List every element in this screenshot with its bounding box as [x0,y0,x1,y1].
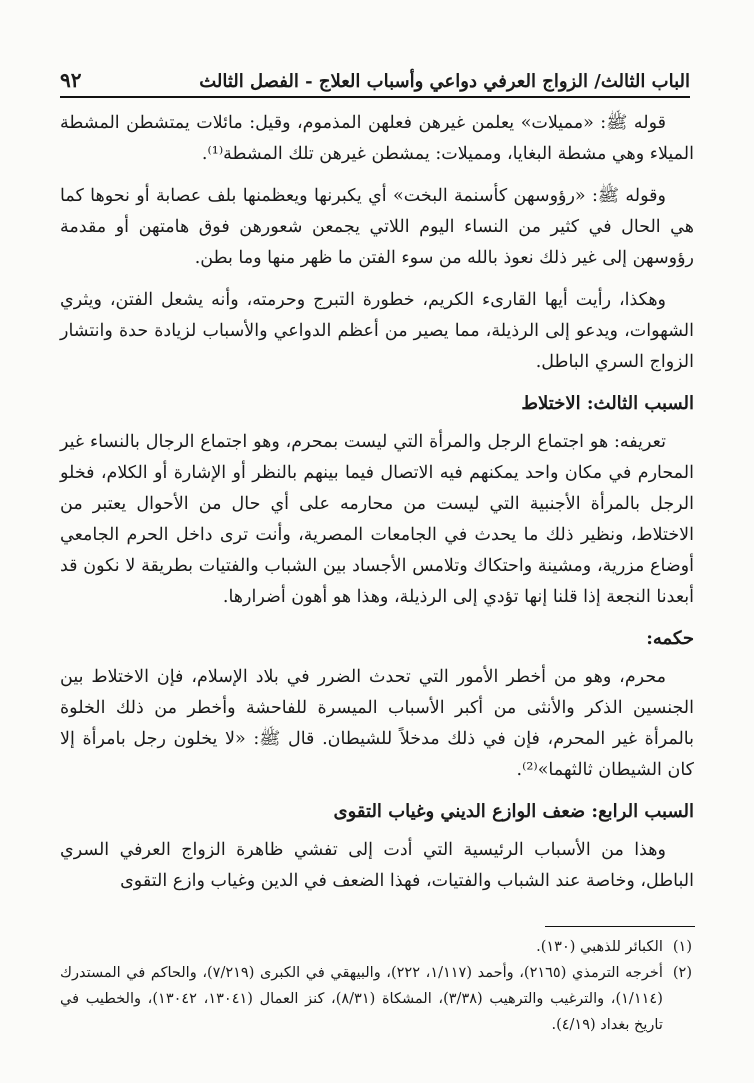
footnote-text: أخرجه الترمذي (٢١٦٥)، وأحمد (١/١١٧، ٢٢٢)، والبيهقي في الكبرى (٧/٢١٩)، والحاكم في المستدرك (١/١١٤)، والترغيب والترهيب (٣/٣٨)، المشكاة (٨/٣١)، كنز العمال (١٣٠٤١، ١٣٠٤٢)، والخطيب في تاريخ بغداد (٤/١٩). [60,965,663,1033]
running-header [60,56,690,98]
footnote-divider [545,926,695,927]
subheading-ruling: حكمه: [646,628,694,649]
page-body [60,108,694,908]
paragraph-wahakadha: وهكذا، رأيت أيها القارىء الكريم، خطورة التبرج وحرمته، وأنه يشعل الفتن، ويثري الشهوات، ويدعو إلى الرذيلة، مما يصير من أعظم الدواعي والأسباب لزيادة حدة وانتشار الزواج السري الباطل. [60,290,694,372]
paragraph-ruling: محرم، وهو من أخطر الأمور التي تحدث الضرر في بلاد الإسلام، فإن الاختلاط بين الجنسين الذكر والأنثى من أكبر الأسباب الميسرة للفاحشة وأخطر من ذلك الخلوة بالمرأة غير المحرم، فإن في ذلك مدخلاً للشيطان. قال ﷺ: «لا يخلون رجل بامرأة إلا كان الشيطان ثالثهما»⁽²⁾. [60,667,694,780]
paragraph-mumilat: قوله ﷺ: «مميلات» يعلمن غيرهن فعلهن المذموم، وقيل: مائلات يمتشطن المشطة الميلاء وهي مشطة البغايا، ومميلات: يمشطن غيرهن تلك المشطة⁽¹⁾. [60,113,694,164]
footnote-number: (١) [672,939,692,955]
paragraph-definition: تعريفه: هو اجتماع الرجل والمرأة التي ليست بمحرم، وهو اجتماع الرجال بالنساء غير المحارم في مكان واحد يمكنهم فيه الاتصال فيما بينهم بالنظر أو الإشارة أو الكلام، فخلو الرجل بالمرأة الأجنبية التي ليست من محارمه على أي حال من الأحوال يعتبر من الاختلاط، ونظير ذلك ما يحدث في الجامعات المصرية، وأنت ترى داخل الحرم الجامعي أوضاع مزرية، ومشينة واحتكاك وتلامس الأجساد بين الشباب والفتيات بطريقة لا نكون قد أبعدنا النجعة إذا قلنا إنها تؤدي إلى الرذيلة، وهذا هو أهون أضرارها. [60,432,694,607]
section-heading-weak-faith: السبب الرابع: ضعف الوازع الديني وغياب التقوى [333,801,694,822]
section-heading-mixing: السبب الثالث: الاختلاط [521,393,694,414]
paragraph-weak-faith: وهذا من الأسباب الرئيسية التي أدت إلى تفشي ظاهرة الزواج العرفي السري الباطل، وخاصة عند الشباب والفتيات، فهذا الضعف في الدين وغياب وازع التقوى [60,840,694,891]
paragraph-ruusuhunna: وقوله ﷺ: «رؤوسهن كأسنمة البخت» أي يكبرنها ويعظمنها بلف عصابة أو نحوها كما هي الحال في كثير من النساء اليوم اللاتي يجمعن شعورهن فوق هامتهن أو مقدمة رؤوسهن إلى غير ذلك نعوذ بالله من سوء الفتن ما ظهر منها وما بطن. [60,186,694,268]
footnotes [60,934,692,1038]
page-number: ٩٢ [60,68,82,92]
running-title: الباب الثالث/ الزواج العرفي دواعي وأسباب العلاج - الفصل الثالث [199,71,690,92]
footnote-text: الكبائر للذهبي (١٣٠). [536,939,663,955]
footnote-number: (٢) [672,965,692,981]
footnote-item [60,934,692,960]
footnote-item [60,960,692,1038]
